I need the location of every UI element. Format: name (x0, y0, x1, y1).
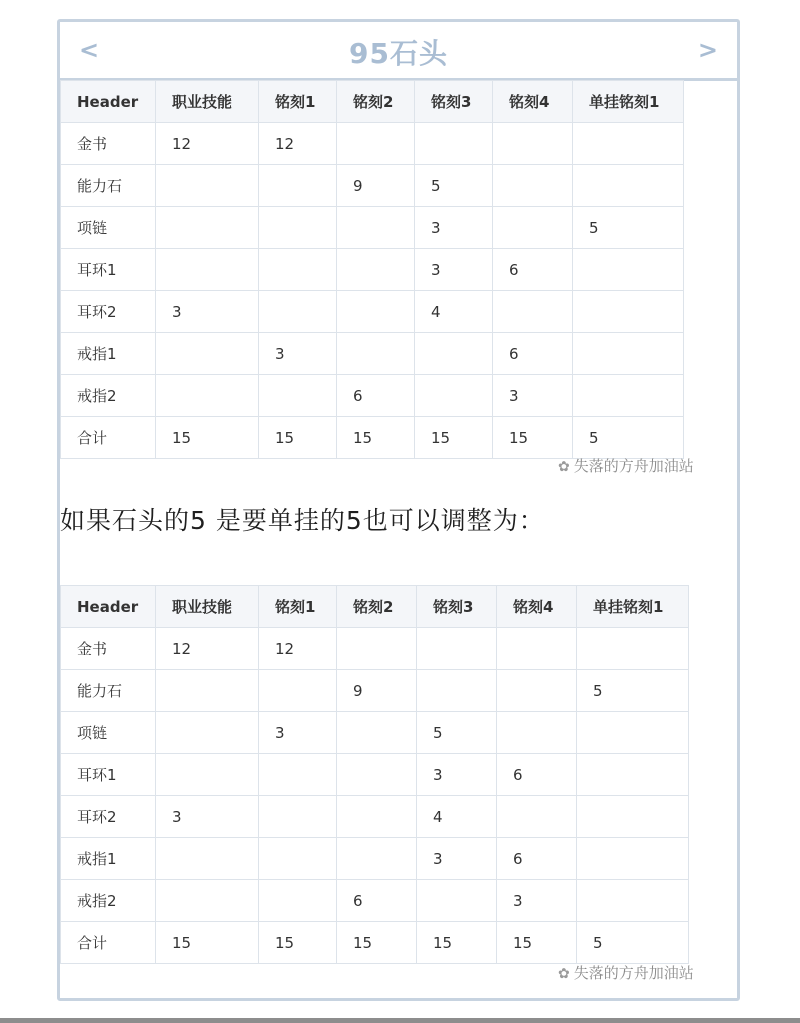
column-header: 铭刻4 (493, 81, 573, 123)
table-cell (156, 670, 259, 712)
table-cell: 5 (577, 922, 689, 964)
table-cell: 3 (156, 796, 259, 838)
table-cell: 15 (415, 417, 493, 459)
row-label: 金书 (61, 628, 156, 670)
table-cell (337, 207, 415, 249)
row-label: 耳环1 (61, 754, 156, 796)
table-cell (493, 165, 573, 207)
wechat-icon: ✿ (558, 459, 570, 475)
table-cell (156, 375, 259, 417)
column-header: 单挂铭刻1 (577, 586, 689, 628)
watermark-text: 失落的方舟加油站 (573, 964, 694, 982)
table-header-row (61, 81, 684, 123)
watermark-text: 失落的方舟加油站 (573, 457, 694, 475)
bottom-divider (0, 1018, 800, 1023)
column-header: 铭刻1 (259, 81, 337, 123)
table-cell: 5 (573, 207, 684, 249)
table-cell (577, 838, 689, 880)
table-cell (156, 754, 259, 796)
column-header: 铭刻3 (415, 81, 493, 123)
table-cell (497, 628, 577, 670)
table-cell (337, 291, 415, 333)
table-row (61, 838, 689, 880)
table-row (61, 207, 684, 249)
column-header: Header (61, 586, 156, 628)
caption-text: 如果石头的5 是要单挂的5也可以调整为： (60, 506, 545, 535)
table-row (61, 375, 684, 417)
table-cell (156, 880, 259, 922)
table-cell: 5 (573, 417, 684, 459)
table-cell (259, 838, 337, 880)
table-cell (577, 712, 689, 754)
table-row (61, 712, 689, 754)
table-header-row (61, 586, 689, 628)
table-cell (493, 123, 573, 165)
table-cell (259, 249, 337, 291)
table-cell (259, 207, 337, 249)
column-header: 铭刻1 (259, 586, 337, 628)
table-cell: 12 (156, 123, 259, 165)
title-bar (60, 22, 737, 81)
table-cell (577, 796, 689, 838)
table-cell (415, 375, 493, 417)
table-cell: 15 (156, 922, 259, 964)
table-cell (337, 249, 415, 291)
table-cell (259, 375, 337, 417)
table-row (61, 123, 684, 165)
row-label: 项链 (61, 207, 156, 249)
table-cell: 4 (417, 796, 497, 838)
table-cell (493, 207, 573, 249)
table-cell: 3 (497, 880, 577, 922)
watermark (558, 962, 694, 983)
table-cell: 15 (259, 417, 337, 459)
table-cell: 15 (417, 922, 497, 964)
row-label: 项链 (61, 712, 156, 754)
table-cell (497, 796, 577, 838)
table-cell: 15 (497, 922, 577, 964)
allocation-table-2 (60, 585, 689, 964)
column-header: 铭刻2 (337, 81, 415, 123)
table-row (61, 796, 689, 838)
table-cell (156, 249, 259, 291)
table-cell: 15 (493, 417, 573, 459)
row-label: 耳环2 (61, 796, 156, 838)
table-cell (259, 291, 337, 333)
table-cell: 6 (337, 880, 417, 922)
prev-arrow-button[interactable]: < (79, 36, 100, 64)
table-cell: 15 (259, 922, 337, 964)
table-cell (497, 670, 577, 712)
table-cell (156, 838, 259, 880)
column-header: 铭刻2 (337, 586, 417, 628)
table-cell (417, 628, 497, 670)
table-cell: 6 (497, 838, 577, 880)
table-cell (415, 123, 493, 165)
table-cell: 12 (156, 628, 259, 670)
table-cell: 3 (259, 712, 337, 754)
table-cell: 12 (259, 628, 337, 670)
table-cell (415, 333, 493, 375)
table-cell (573, 375, 684, 417)
table-cell (337, 628, 417, 670)
column-header: 铭刻3 (417, 586, 497, 628)
watermark (558, 455, 694, 476)
table-cell (337, 712, 417, 754)
table-row (61, 417, 684, 459)
table-cell: 3 (415, 207, 493, 249)
table-cell: 9 (337, 165, 415, 207)
table-row (61, 165, 684, 207)
table-cell: 4 (415, 291, 493, 333)
table-cell: 3 (415, 249, 493, 291)
table-cell: 9 (337, 670, 417, 712)
row-label: 戒指2 (61, 880, 156, 922)
table-cell (497, 712, 577, 754)
table-cell (337, 838, 417, 880)
table-cell (156, 712, 259, 754)
table-cell (573, 291, 684, 333)
row-label: 耳环1 (61, 249, 156, 291)
table-cell: 12 (259, 123, 337, 165)
row-label: 戒指1 (61, 333, 156, 375)
table-cell: 3 (493, 375, 573, 417)
row-label: 合计 (61, 417, 156, 459)
table-cell: 6 (493, 249, 573, 291)
table-row (61, 670, 689, 712)
table-cell (577, 880, 689, 922)
table-cell (417, 880, 497, 922)
row-label: 戒指1 (61, 838, 156, 880)
page-title: 95石头 (349, 37, 448, 70)
table-cell: 3 (156, 291, 259, 333)
table-cell (577, 754, 689, 796)
table-row (61, 333, 684, 375)
table-cell (156, 165, 259, 207)
table-row (61, 628, 689, 670)
table-cell (573, 249, 684, 291)
wechat-icon: ✿ (558, 966, 570, 982)
table-cell (337, 123, 415, 165)
table-row (61, 880, 689, 922)
table-cell: 6 (497, 754, 577, 796)
column-header: 职业技能 (156, 586, 259, 628)
row-label: 合计 (61, 922, 156, 964)
table-cell (259, 670, 337, 712)
table-cell (573, 123, 684, 165)
table-cell: 5 (577, 670, 689, 712)
table-cell (337, 333, 415, 375)
column-header: 铭刻4 (497, 586, 577, 628)
table-cell (573, 165, 684, 207)
table-cell (493, 291, 573, 333)
table-cell: 3 (417, 838, 497, 880)
table-cell: 15 (156, 417, 259, 459)
table-row (61, 922, 689, 964)
table-row (61, 754, 689, 796)
table-cell: 6 (337, 375, 415, 417)
row-label: 能力石 (61, 165, 156, 207)
table-cell (259, 754, 337, 796)
table-cell (156, 333, 259, 375)
column-header: Header (61, 81, 156, 123)
table-cell (259, 165, 337, 207)
table-cell: 15 (337, 417, 415, 459)
row-label: 金书 (61, 123, 156, 165)
table-cell (337, 796, 417, 838)
table-row (61, 249, 684, 291)
table-cell: 6 (493, 333, 573, 375)
table-cell (259, 880, 337, 922)
table-cell (259, 796, 337, 838)
row-label: 能力石 (61, 670, 156, 712)
table-cell (577, 628, 689, 670)
table-cell (417, 670, 497, 712)
allocation-table-1 (60, 80, 684, 459)
table-row (61, 291, 684, 333)
column-header: 职业技能 (156, 81, 259, 123)
table-cell (156, 207, 259, 249)
next-arrow-button[interactable]: > (697, 36, 718, 64)
row-label: 耳环2 (61, 291, 156, 333)
table-cell (573, 333, 684, 375)
table-cell: 5 (417, 712, 497, 754)
table-cell: 5 (415, 165, 493, 207)
table-cell: 15 (337, 922, 417, 964)
column-header: 单挂铭刻1 (573, 81, 684, 123)
table-cell: 3 (417, 754, 497, 796)
table-cell: 3 (259, 333, 337, 375)
row-label: 戒指2 (61, 375, 156, 417)
table-cell (337, 754, 417, 796)
